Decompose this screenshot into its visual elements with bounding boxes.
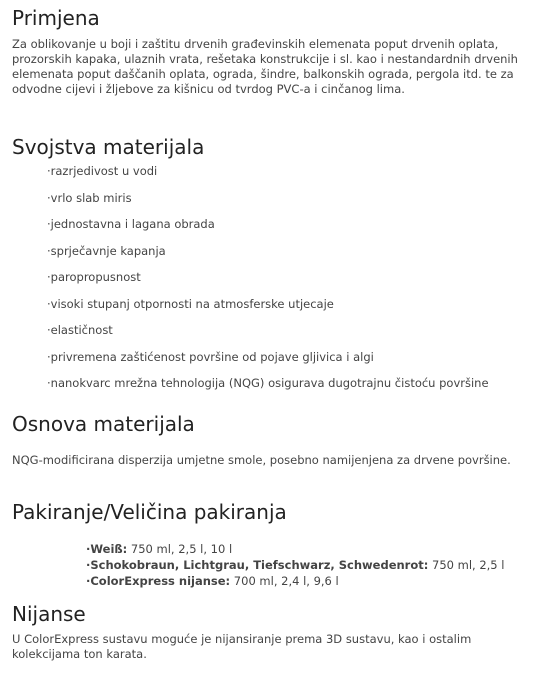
primjena-text: Za oblikovanje u boji i zaštitu drvenih građevinskih elemenata poput drvenih oplata, prozorskih kapaka, ulaznih vrata, rešetaka konstrukcije i sl. kao i nestandardnih drvenih elemenata poput daščanih oplata, ograda, šindre, balkonskih ograda, pergola itd. te za odvodne cijevi i žljebove za kišnicu od tvrdog PVC-a i cinčanog lima. bbox=[12, 37, 518, 96]
section-title-primjena: Primjena bbox=[12, 6, 100, 30]
list-item: ·elastičnost bbox=[47, 323, 113, 337]
packaging-value: 750 ml, 2,5 l bbox=[428, 558, 505, 572]
osnova-text: NQG-modificirana disperzija umjetne smole, posebno namijenjena za drvene površine. bbox=[12, 453, 511, 467]
list-item: ·sprječavnje kapanja bbox=[47, 243, 166, 258]
packaging-value: 750 ml, 2,5 l, 10 l bbox=[127, 542, 233, 556]
nijanse-text: U ColorExpress sustavu moguće je nijansiranje prema 3D sustavu, kao i ostalim kolekcijama ton karata. bbox=[12, 632, 472, 661]
section-title-nijanse: Nijanse bbox=[12, 602, 86, 626]
section-title-osnova: Osnova materijala bbox=[12, 412, 195, 436]
list-item: ·jednostavna i lagana obrada bbox=[47, 217, 215, 231]
packaging-list bbox=[86, 541, 504, 589]
list-item: ·nanokvarc mrežna tehnologija (NQG) osigurava dugotrajnu čistoću površine bbox=[47, 376, 489, 390]
list-item bbox=[86, 541, 504, 557]
list-item: ·visoki stupanj otpornosti na atmosferske utjecaje bbox=[47, 296, 334, 311]
section-title-pakiranje: Pakiranje/Veličina pakiranja bbox=[12, 500, 287, 524]
section-title-svojstva: Svojstva materijala bbox=[12, 135, 205, 159]
properties-list bbox=[47, 164, 547, 391]
list-item bbox=[86, 573, 504, 589]
packaging-label: ·Schokobraun, Lichtgrau, Tiefschwarz, Schwedenrot: bbox=[86, 558, 429, 572]
list-item: ·privremena zaštićenost površine od pojave gljivica i algi bbox=[47, 349, 374, 364]
list-item: ·vrlo slab miris bbox=[47, 190, 132, 205]
list-item: ·razrjedivost u vodi bbox=[47, 164, 158, 178]
list-item: ·paropropusnost bbox=[47, 270, 141, 284]
list-item bbox=[86, 557, 504, 573]
packaging-label: ·ColorExpress nijanse: bbox=[86, 574, 231, 588]
packaging-label: ·Weiß: bbox=[86, 542, 128, 556]
packaging-value: 700 ml, 2,4 l, 9,6 l bbox=[230, 574, 339, 588]
